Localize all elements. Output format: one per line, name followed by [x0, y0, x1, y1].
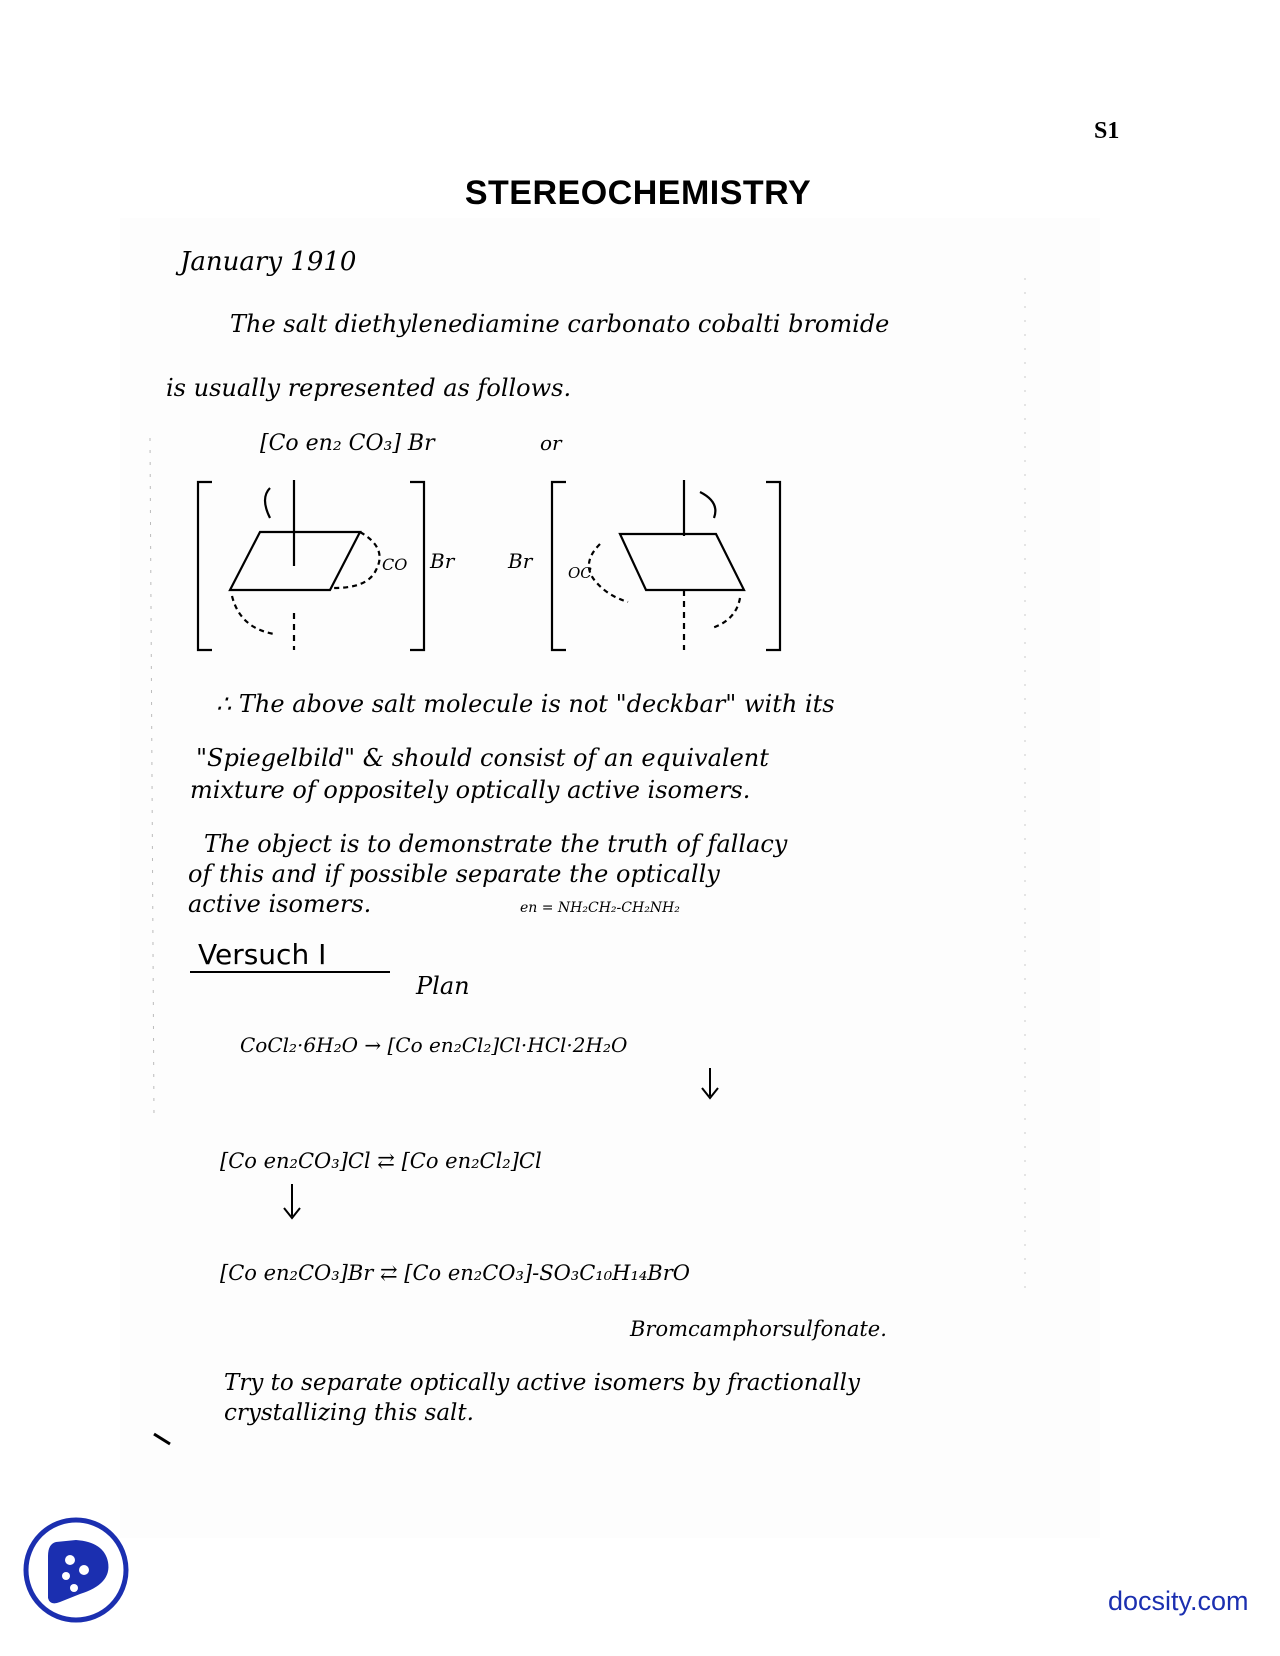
- mirror-coordination-plane: [620, 534, 744, 590]
- scan-edge-left: [150, 438, 154, 1118]
- section-versuch: Versuch I: [198, 938, 327, 971]
- page-title: STEREOCHEMISTRY: [464, 174, 812, 212]
- note-conclusion-line2: "Spiegelbild" & should consist of an equivalent: [196, 744, 769, 772]
- mirror-link-top: [700, 492, 715, 518]
- note-bromcamphor: Bromcamphorsulfonate.: [630, 1317, 887, 1341]
- mirror-carbonate-loop: [589, 544, 628, 602]
- arrow-down-2: [284, 1184, 300, 1218]
- note-plan: Plan: [416, 972, 470, 1000]
- bracket-right-open: [552, 482, 566, 650]
- note-object-line2: of this and if possible separate the optically: [188, 860, 720, 888]
- diagram-oc-label: OC: [568, 564, 592, 582]
- bracket-left-open: [198, 482, 212, 650]
- mirror-link-bottom: [712, 598, 740, 628]
- note-or: or: [540, 431, 562, 455]
- equation-2: [Co en₂CO₃]Cl ⇄ [Co en₂Cl₂]Cl: [220, 1149, 542, 1173]
- note-date: January 1910: [180, 247, 357, 277]
- equation-1: CoCl₂·6H₂O → [Co en₂Cl₂]Cl·HCl·2H₂O: [240, 1033, 628, 1057]
- diagram-br-label-right: Br: [508, 549, 533, 573]
- note-intro-line1: The salt diethylenediamine carbonato cobalti bromide: [230, 310, 890, 338]
- page-label: S1: [1094, 118, 1120, 144]
- note-object-line1: The object is to demonstrate the truth of fallacy: [204, 830, 788, 858]
- bracket-right-close: [766, 482, 780, 650]
- note-conclusion-line3: mixture of oppositely optically active isomers.: [190, 776, 751, 804]
- note-formula1: [Co en₂ CO₃] Br: [260, 431, 435, 456]
- note-object-line3: active isomers.: [188, 890, 372, 918]
- note-try-line1: Try to separate optically active isomers by fractionally: [224, 1370, 860, 1396]
- note-intro-line2: is usually represented as follows.: [166, 374, 572, 402]
- ligand-link-bottom: [232, 596, 274, 634]
- note-conclusion-line1: ∴ The above salt molecule is not "deckbar" with its: [216, 690, 835, 718]
- handwritten-notes: [120, 218, 1100, 1538]
- arrow-down-1: [702, 1068, 718, 1098]
- scan-corner-mark: [154, 1434, 170, 1444]
- docsity-logo-icon[interactable]: [20, 1514, 132, 1626]
- diagram-co-label: CO: [382, 555, 408, 574]
- handwritten-scan: [120, 218, 1100, 1538]
- docsity-link[interactable]: docsity.com: [1108, 1586, 1249, 1616]
- note-en-definition: en = NH₂CH₂-CH₂NH₂: [520, 900, 680, 916]
- ligand-link-top: [265, 488, 270, 518]
- equation-3: [Co en₂CO₃]Br ⇄ [Co en₂CO₃]-SO₃C₁₀H₁₄BrO: [220, 1261, 690, 1285]
- bracket-left-close: [410, 482, 424, 650]
- diagram-br-label-left: Br: [430, 549, 455, 573]
- note-try-line2: crystallizing this salt.: [224, 1400, 474, 1426]
